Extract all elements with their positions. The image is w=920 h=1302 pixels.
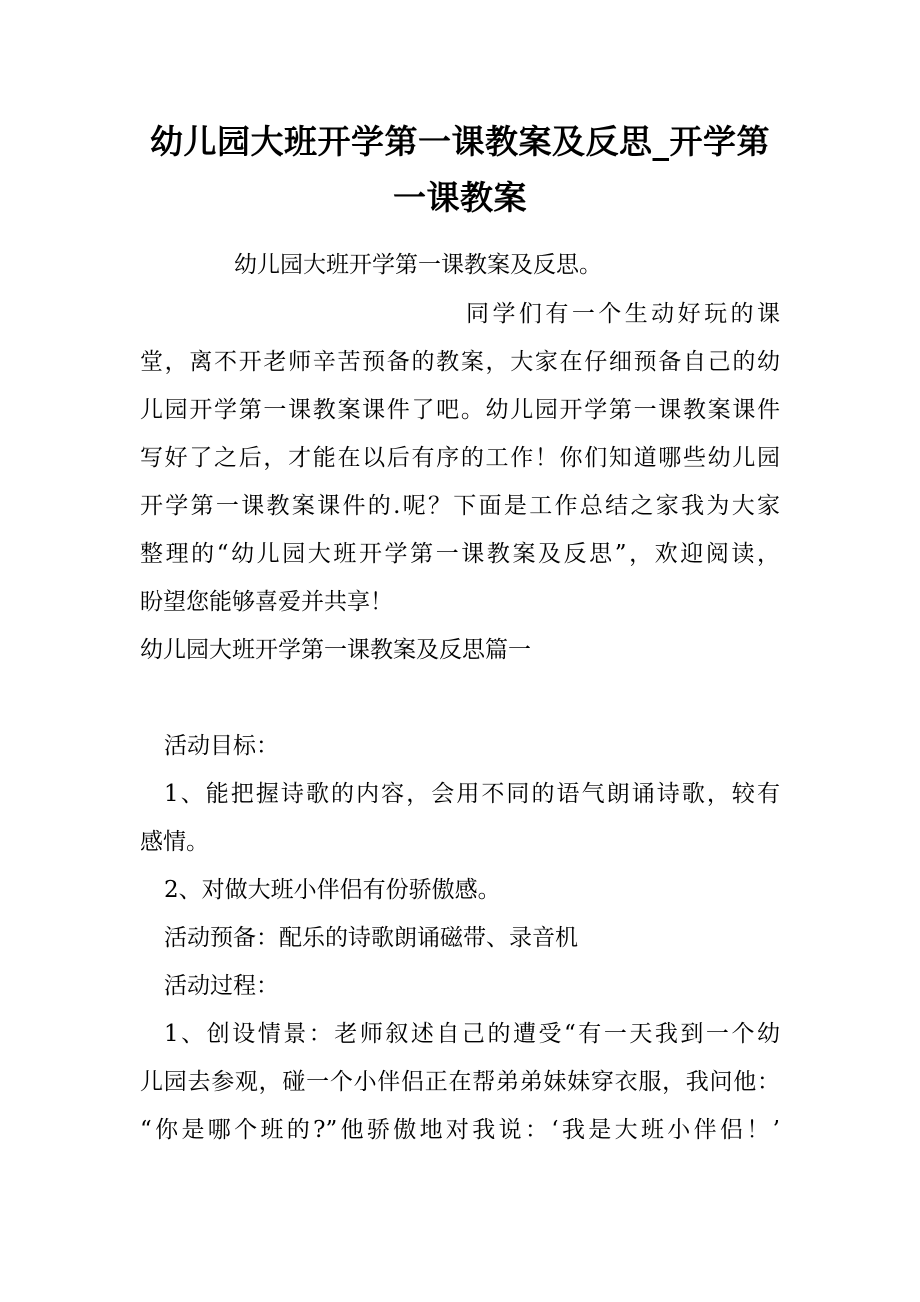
intro-line: 盼望您能够喜爱并共享！ [140, 589, 393, 615]
intro-line: 儿园开学第一课教案课件了吧。幼儿园开学第一课教案课件 [140, 397, 780, 423]
document-title-line-1: 幼儿园大班开学第一课教案及反思_开学第 [150, 122, 770, 161]
body-line: “你是哪个班的?”他骄傲地对我说：‘我是大班小伴侣！’ [140, 1117, 780, 1143]
body-line: 活动预备：配乐的诗歌朗诵磁带、录音机 [164, 925, 578, 951]
body-line: 1、创设情景：老师叙述自己的遭受“有一天我到一个幼 [164, 1021, 780, 1047]
intro-line: 堂，离不开老师辛苦预备的教案，大家在仔细预备自己的幼 [140, 349, 780, 375]
intro-line: 同学们有一个生动好玩的课 [466, 301, 780, 327]
intro-line: 整理的“幼儿园大班开学第一课教案及反思”，欢迎阅读， [140, 541, 780, 567]
body-line: 活动目标： [164, 733, 279, 759]
intro-heading: 幼儿园大班开学第一课教案及反思。 [234, 252, 602, 278]
body-line: 1、能把握诗歌的内容，会用不同的语气朗诵诗歌，较有 [164, 781, 780, 807]
intro-line: 写好了之后，才能在以后有序的工作！你们知道哪些幼儿园 [140, 445, 780, 471]
body-line: 儿园去参观，碰一个小伴侣正在帮弟弟妹妹穿衣服，我问他： [140, 1069, 780, 1095]
body-line: 感情。 [140, 829, 209, 855]
body-line: 2、对做大班小伴侣有份骄傲感。 [164, 877, 501, 903]
document-title-line-2: 一课教案 [393, 178, 527, 217]
body-line: 活动过程： [164, 973, 279, 999]
section-title: 幼儿园大班开学第一课教案及反思篇一 [140, 637, 531, 663]
intro-line: 开学第一课教案课件的.呢？下面是工作总结之家我为大家 [140, 493, 780, 519]
